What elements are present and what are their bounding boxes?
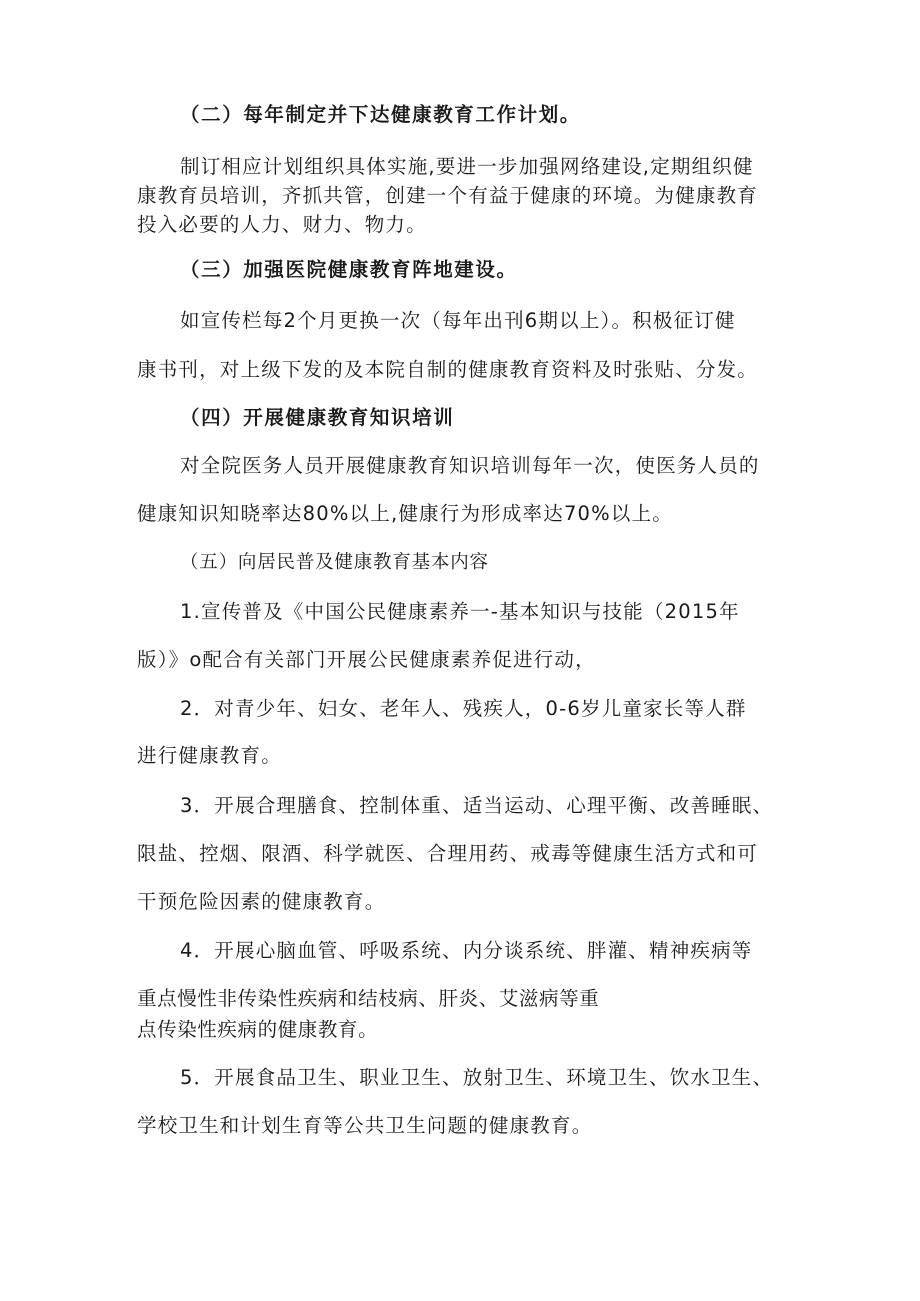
list-item-line: 2．对青少年、妇女、老年人、残疾人，0-6岁儿童家长等人群 xyxy=(180,697,747,720)
section-heading-5: （五）向居民普及健康教育基本内容 xyxy=(180,552,489,573)
list-item-line: 限盐、控烟、限酒、科学就医、合理用药、戒毒等健康生活方式和可 xyxy=(137,842,759,865)
list-item-line: 1.宣传普及《中国公民健康素养一-基本知识与技能（2015年 xyxy=(180,600,740,623)
paragraph-line: 制订相应计划组织具体实施,要进一步加强网络建设,定期组织健 xyxy=(180,155,754,178)
paragraph-line: 对全院医务人员开展健康教育知识培训每年一次，使医务人员的 xyxy=(180,454,760,477)
list-item-line: 5．开展食品卫生、职业卫生、放射卫生、环境卫生、饮水卫生、 xyxy=(180,1066,774,1089)
paragraph-line: 康书刊，对上级下发的及本院自制的健康教育资料及时张贴、分发。 xyxy=(137,358,759,381)
list-item-line: 学校卫生和计划生育等公共卫生问题的健康教育。 xyxy=(137,1114,593,1137)
list-item-line: 点传染性疾病的健康教育。 xyxy=(137,1018,379,1041)
paragraph-line: 如宣传栏每2个月更换一次（每年出刊6期以上）。积极征订健 xyxy=(180,309,736,332)
list-item-line: 3．开展合理膳食、控制体重、适当运动、心理平衡、改善睡眠、 xyxy=(180,794,774,817)
paragraph-line: 健康知识知晓率达80%以上,健康行为形成率达70%以上。 xyxy=(137,502,673,525)
list-item-line: 重点慢性非传染性疾病和结枝病、肝炎、艾滋病等重 xyxy=(137,987,600,1010)
list-item-line: 进行健康教育。 xyxy=(137,744,282,767)
paragraph-line: 康教育员培训，齐抓共管，创建一个有益于健康的环境。为健康教育 xyxy=(137,184,759,207)
paragraph-line: 投入必要的人力、财力、物力。 xyxy=(137,213,427,236)
list-item-line: 干预危险因素的健康教育。 xyxy=(137,890,386,913)
section-heading-2: （二）每年制定并下达健康教育工作计划。 xyxy=(180,103,581,126)
section-heading-3: （三）加强医院健康教育阵地建设。 xyxy=(180,258,518,281)
list-item-line: 4．开展心脑血管、呼吸系统、内分谈系统、胖灌、精神疾病等 xyxy=(180,939,753,962)
list-item-line: 版）》o配合有关部门开展公民健康素养促进行动， xyxy=(137,648,596,671)
section-heading-4: （四）开展健康教育知识培训 xyxy=(180,406,455,429)
